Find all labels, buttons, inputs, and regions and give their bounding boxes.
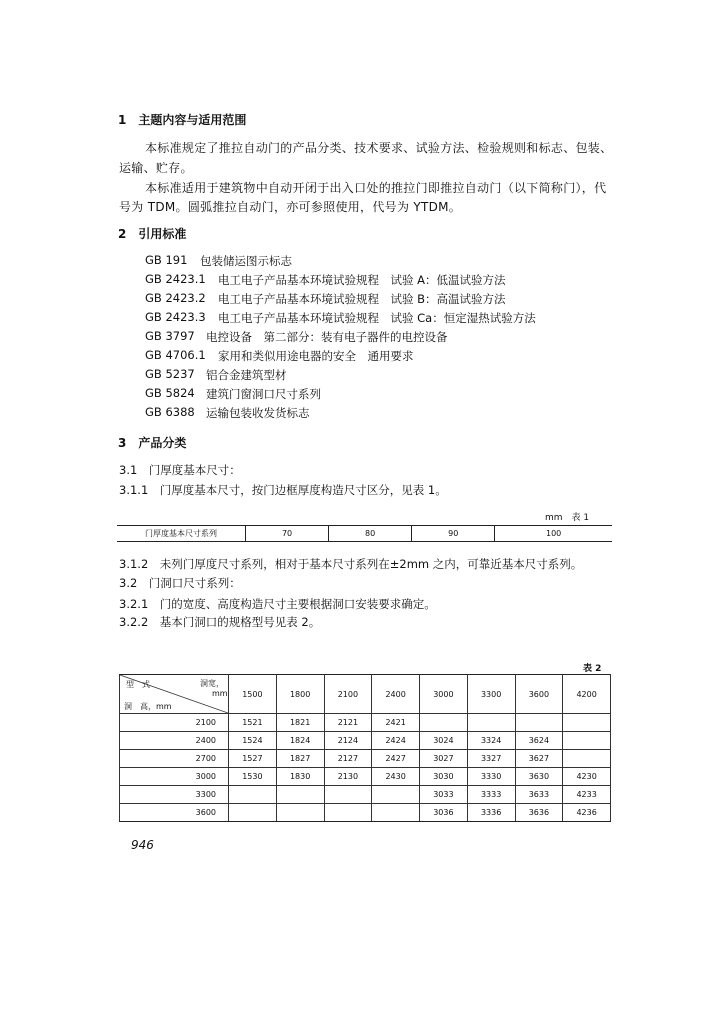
table-cell: 2130 (324, 768, 372, 786)
table-cell (276, 786, 324, 804)
table-2 (119, 674, 611, 822)
width-header: 1500 (229, 675, 277, 714)
height-label: 2400 (120, 732, 229, 750)
reference-code: GB 2423.1 (145, 272, 206, 286)
reference-code: GB 6388 (145, 405, 195, 419)
table-cell: 2424 (372, 732, 420, 750)
reference-title: 电工电子产品基本环境试验规程 试验 B：高温试验方法 (218, 292, 506, 306)
table-1-cell: 80 (329, 526, 412, 542)
section-1-para-2-line-1: 本标准适用于建筑物中自动开闭于出入口处的推拉门即推拉自动门（以下简称门），代 (145, 181, 607, 195)
reference-item (145, 386, 321, 401)
width-header: 4200 (563, 675, 611, 714)
corner-width-label: 洞宽， (200, 679, 224, 688)
table-cell (229, 786, 277, 804)
reference-item (145, 367, 287, 382)
table-cell (324, 786, 372, 804)
table-cell: 4230 (563, 768, 611, 786)
height-label: 3600 (120, 804, 229, 822)
width-header: 1800 (276, 675, 324, 714)
clause-3-1-1: 3.1.1 门厚度基本尺寸，按门边框厚度构造尺寸区分，见表 1。 (119, 483, 447, 497)
table-2-caption: 表 2 (583, 664, 602, 674)
table-cell: 3324 (467, 732, 515, 750)
table-cell (563, 714, 611, 732)
table-cell: 2421 (372, 714, 420, 732)
table-cell: 2121 (324, 714, 372, 732)
table-cell: 1530 (229, 768, 277, 786)
reference-title: 包装储运图示标志 (200, 254, 292, 268)
table-cell: 1821 (276, 714, 324, 732)
reference-title: 建筑门窗洞口尺寸系列 (206, 387, 321, 401)
table-cell: 2427 (372, 750, 420, 768)
table-cell: 4236 (563, 804, 611, 822)
table-1 (117, 525, 612, 542)
table-cell: 1824 (276, 732, 324, 750)
table-cell: 2124 (324, 732, 372, 750)
reference-title: 电工电子产品基本环境试验规程 试验 Ca：恒定湿热试验方法 (218, 311, 536, 325)
height-label: 3300 (120, 786, 229, 804)
reference-code: GB 191 (145, 253, 188, 267)
table-cell: 1830 (276, 768, 324, 786)
table-cell: 3030 (420, 768, 468, 786)
clause-3-2: 3.2 门洞口尺寸系列： (119, 576, 241, 590)
corner-mm-label: mm (212, 689, 228, 698)
reference-title: 电控设备 第二部分：装有电子器件的电控设备 (206, 330, 448, 344)
table-cell: 1827 (276, 750, 324, 768)
reference-code: GB 4706.1 (145, 348, 206, 362)
section-3-heading: 3 产品分类 (118, 436, 187, 450)
table-cell: 3027 (420, 750, 468, 768)
reference-item (145, 272, 506, 287)
table-cell (563, 750, 611, 768)
section-1-para-1-line-1: 本标准规定了推拉自动门的产品分类、技术要求、试验方法、检验规则和标志、包装、 (145, 141, 613, 155)
reference-item (145, 405, 310, 420)
table-cell (372, 786, 420, 804)
reference-code: GB 2423.3 (145, 310, 206, 324)
width-header: 2100 (324, 675, 372, 714)
table-cell: 3633 (515, 786, 563, 804)
table-1-cell: 100 (495, 526, 612, 542)
page-number: 946 (131, 838, 154, 852)
table-1-caption: mm 表 1 (545, 513, 590, 523)
table-row (120, 804, 611, 822)
table-cell: 1521 (229, 714, 277, 732)
width-header: 2400 (372, 675, 420, 714)
clause-3-2-2: 3.2.2 基本门洞口的规格型号见表 2。 (119, 615, 321, 629)
corner-type-label: 型 式 (126, 680, 150, 689)
table-cell: 2430 (372, 768, 420, 786)
table-cell: 3336 (467, 804, 515, 822)
reference-item (145, 253, 292, 268)
table-cell (467, 714, 515, 732)
table-cell: 3636 (515, 804, 563, 822)
table-row (120, 732, 611, 750)
reference-title: 铝合金建筑型材 (206, 368, 287, 382)
table-cell (372, 804, 420, 822)
table-cell: 3033 (420, 786, 468, 804)
section-1-para-1-line-2: 运输、贮存。 (119, 161, 193, 175)
reference-item (145, 348, 414, 363)
table-cell: 2127 (324, 750, 372, 768)
table-cell: 3333 (467, 786, 515, 804)
table-cell: 4233 (563, 786, 611, 804)
table-cell (276, 804, 324, 822)
table-1-cell: 90 (412, 526, 495, 542)
table-row (120, 768, 611, 786)
width-header: 3600 (515, 675, 563, 714)
table-row (120, 750, 611, 768)
width-header: 3300 (467, 675, 515, 714)
table-cell: 3327 (467, 750, 515, 768)
table-cell (229, 804, 277, 822)
table-cell: 1524 (229, 732, 277, 750)
section-1-para-2-line-2: 号为 TDM。圆弧推拉自动门，亦可参照使用，代号为 YTDM。 (119, 200, 462, 214)
reference-code: GB 5237 (145, 367, 195, 381)
reference-code: GB 3797 (145, 329, 195, 343)
table-cell: 3036 (420, 804, 468, 822)
clause-3-1: 3.1 门厚度基本尺寸： (119, 463, 241, 477)
table-cell: 3024 (420, 732, 468, 750)
section-2-heading: 2 引用标准 (118, 227, 187, 241)
reference-item (145, 329, 448, 344)
table-cell: 3627 (515, 750, 563, 768)
table-cell: 3630 (515, 768, 563, 786)
table-cell: 3624 (515, 732, 563, 750)
table-1-cell: 70 (246, 526, 329, 542)
reference-code: GB 2423.2 (145, 291, 206, 305)
section-1-heading: 1 主题内容与适用范围 (118, 113, 247, 127)
table-cell (420, 714, 468, 732)
table-cell (324, 804, 372, 822)
reference-title: 电工电子产品基本环境试验规程 试验 A：低温试验方法 (218, 273, 506, 287)
height-label: 3000 (120, 768, 229, 786)
reference-title: 家用和类似用途电器的安全 通用要求 (218, 349, 414, 363)
corner-height-label: 洞 高，mm (124, 702, 172, 711)
height-label: 2700 (120, 750, 229, 768)
reference-title: 运输包装收发货标志 (206, 406, 310, 420)
table-1-label: 门厚度基本尺寸系列 (117, 526, 246, 542)
table-2-corner-header (120, 675, 229, 714)
table-row (120, 714, 611, 732)
width-header: 3000 (420, 675, 468, 714)
table-row (120, 786, 611, 804)
clause-3-2-1: 3.2.1 门的宽度、高度构造尺寸主要根据洞口安装要求确定。 (119, 597, 436, 611)
reference-code: GB 5824 (145, 386, 195, 400)
reference-item (145, 310, 536, 325)
clause-3-1-2: 3.1.2 未列门厚度尺寸系列，相对于基本尺寸系列在±2mm 之内，可靠近基本尺寸系列。 (119, 557, 583, 571)
reference-item (145, 291, 506, 306)
table-cell: 1527 (229, 750, 277, 768)
height-label: 2100 (120, 714, 229, 732)
table-cell: 3330 (467, 768, 515, 786)
table-cell (515, 714, 563, 732)
table-cell (563, 732, 611, 750)
